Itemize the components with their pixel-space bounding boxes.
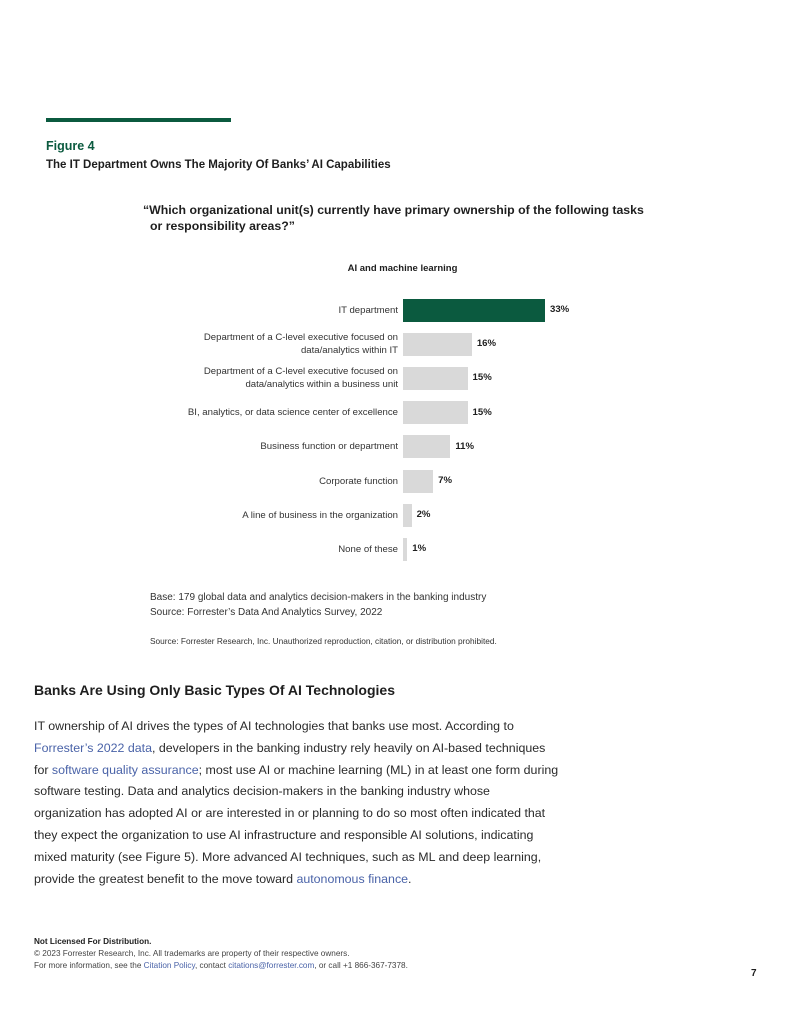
bar-category-label	[130, 331, 398, 357]
bar-value-label: 1%	[412, 543, 427, 555]
more-info-text-c: , or call +1 866-367-7378.	[314, 961, 408, 970]
source-note: Source: Forrester’s Data And Analytics Survey, 2022	[150, 607, 383, 618]
bar	[403, 401, 468, 424]
paragraph-text-3: ; most use AI or machine learning (ML) in at least one form during software testing. Data and analytics decision-makers in the banking industry whose organization has adopted AI or are interested in or planning to do so most often indicated that they expect the organization to use AI infrastructure and responsible AI solutions, indicating mixed maturity (see Figure 5). More advanced AI techniques, such as ML and deep learning, provide the greatest benefit to the move toward	[34, 762, 559, 886]
citations-email-link[interactable]: citations@forrester.com	[228, 961, 315, 970]
copyright-source-note: Source: Forrester Research, Inc. Unauthorized reproduction, citation, or distribution prohibited.	[150, 636, 497, 646]
paragraph-text-4: .	[408, 871, 412, 886]
base-note: Base: 179 global data and analytics decision-makers in the banking industry	[150, 592, 487, 603]
bar-category-label	[130, 365, 398, 391]
chart-notes	[150, 590, 486, 620]
bar	[403, 333, 472, 356]
figure-label: Figure 4	[46, 139, 95, 153]
page-number: 7	[751, 968, 757, 979]
bar-value-label: 33%	[550, 304, 570, 315]
bar-value-label: 15%	[472, 372, 492, 384]
copyright-line: © 2023 Forrester Research, Inc. All trademarks are property of their respective owners.	[34, 949, 350, 958]
bar-category-label	[130, 543, 398, 556]
bar-category-label-line: IT department	[338, 304, 398, 316]
bar	[403, 435, 450, 458]
software-qa-link[interactable]: software quality assurance	[51, 762, 199, 777]
bar-category-label	[130, 304, 398, 317]
bar-category-label-line: Business function or department	[260, 441, 398, 453]
bar-category-label-line: BI, analytics, or data science center of excellence	[187, 407, 398, 419]
body-paragraph	[34, 716, 559, 890]
bar-value-label: 2%	[416, 509, 431, 521]
forrester-data-link[interactable]: Forrester’s 2022 data	[34, 740, 153, 755]
section-heading: Banks Are Using Only Basic Types Of AI Technologies	[34, 682, 395, 698]
paragraph-text-1: IT ownership of AI drives the types of AI technologies that banks use most. According to	[34, 719, 514, 733]
survey-question-line-1: “Which organizational unit(s) currently have primary ownership of the following tasks	[143, 203, 644, 217]
bar	[403, 504, 412, 527]
more-info-line	[34, 960, 408, 972]
more-info-text-b: , contact	[194, 961, 229, 970]
bar-value-label: 7%	[438, 475, 452, 486]
bar-category-label-line: None of these	[338, 543, 398, 555]
bar-category-label	[130, 475, 398, 488]
survey-question	[143, 202, 663, 234]
autonomous-finance-link[interactable]: autonomous finance	[296, 871, 409, 886]
bar-value-label: 15%	[472, 406, 492, 418]
not-licensed-notice: Not Licensed For Distribution.	[34, 937, 152, 946]
bar	[403, 299, 545, 322]
figure-title: The IT Department Owns The Majority Of Banks’ AI Capabilities	[46, 159, 391, 171]
chart-title: AI and machine learning	[347, 263, 458, 274]
page-footer	[34, 936, 408, 972]
citation-policy-link[interactable]: Citation Policy	[143, 961, 195, 970]
bar-category-label	[130, 406, 398, 419]
bar-category-label	[130, 440, 398, 453]
bar-category-label-line: data/analytics within IT	[300, 345, 398, 357]
survey-question-line-2: or responsibility areas?”	[150, 219, 295, 233]
bar-category-label-line: Department of a C-level executive focused on	[203, 332, 398, 344]
more-info-text-a: For more information, see the	[34, 961, 144, 970]
bar-category-label-line: A line of business in the organization	[242, 509, 398, 521]
bar-category-label	[130, 509, 398, 522]
bar-category-label-line: Department of a C-level executive focused on	[203, 366, 398, 378]
green-accent-rule	[46, 118, 231, 122]
bar	[403, 367, 468, 390]
bar	[403, 470, 433, 493]
bar-value-label: 16%	[476, 338, 497, 350]
bar	[403, 538, 407, 561]
paragraph-text-2: , developers in the banking industry rely heavily on AI-based techniques for	[34, 740, 546, 777]
bar-category-label-line: data/analytics within a business unit	[245, 379, 398, 391]
bar-category-label-line: Corporate function	[319, 475, 398, 487]
bar-value-label: 11%	[455, 440, 474, 452]
